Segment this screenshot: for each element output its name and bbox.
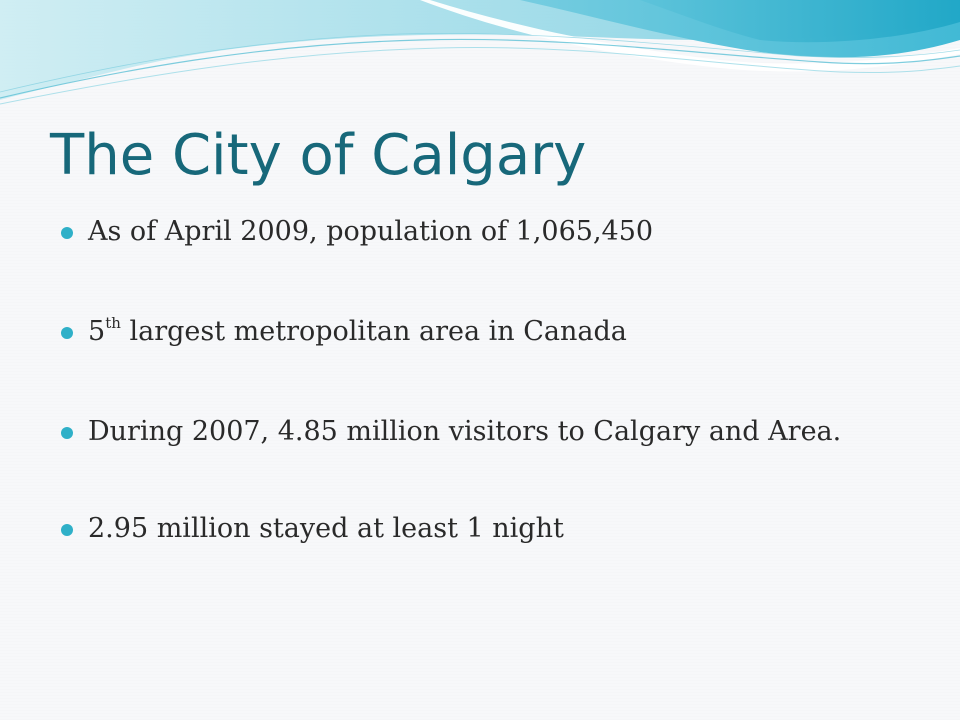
slide-title: The City of Calgary <box>50 123 587 188</box>
rank-number: 5 <box>88 316 106 347</box>
bullet-dot-icon <box>61 524 73 536</box>
bullet-dot-icon <box>61 427 73 439</box>
rank-ordinal-suffix: th <box>105 314 121 332</box>
bullet-dot-icon <box>61 227 73 239</box>
bullet-text: As of April 2009, population of 1,065,450 <box>88 216 654 247</box>
bullet-text: During 2007, 4.85 million visitors to Calgary and Area. <box>88 416 842 447</box>
bullet-text: 2.95 million stayed at least 1 night <box>88 513 564 544</box>
bullet-text <box>88 312 627 352</box>
bullet-dot-icon <box>61 327 73 339</box>
rank-description: largest metropolitan area in Canada <box>120 316 627 347</box>
header-wave-decoration <box>0 0 960 130</box>
